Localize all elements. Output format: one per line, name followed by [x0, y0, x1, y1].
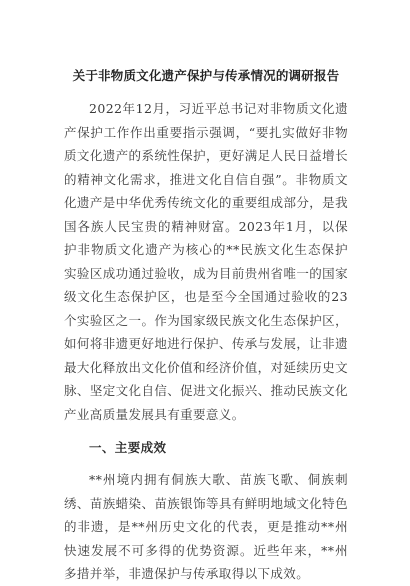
section-heading: 一、主要成效: [89, 440, 167, 455]
section-paragraph: **州境内拥有侗族大歌、苗族飞歌、侗族刺绣、苗族蜡染、苗族银饰等具有鲜明地域文化特色的非遗，是**州历史文化的代表，更是推动**州快速发展不可多得的优势资源。近些年来，**州多措并举，非遗保护与传承取得以下成效。: [64, 472, 348, 581]
document-title: 关于非物质文化遗产保护与传承情况的调研报告: [72, 68, 340, 83]
intro-paragraph: 2022年12月，习近平总书记对非物质文化遗产保护工作作出重要指示强调，“要扎实做好非物质文化遗产的系统性保护，更好满足人民日益增长的精神文化需求，推进文化自信自强”。非物质文化遗产是中华优秀传统文化的重要组成部分，是我国各族人民宝贵的精神财富。2023年1月，以保护非物质文化遗产为核心的**民族文化生态保护实验区成功通过验收，成为目前贵州省唯一的国家级文化生态保护区，也是至今全国通过验收的23个实验区之一。作为国家级民族文化生态保护区，如何将非遗更好地进行保护、传承与发展，让非遗最大化释放出文化价值和经济价值，对延续历史文脉、坚定文化自信、促进文化振兴、推动民族文化产业高质量发展具有重要意义。: [64, 101, 348, 422]
